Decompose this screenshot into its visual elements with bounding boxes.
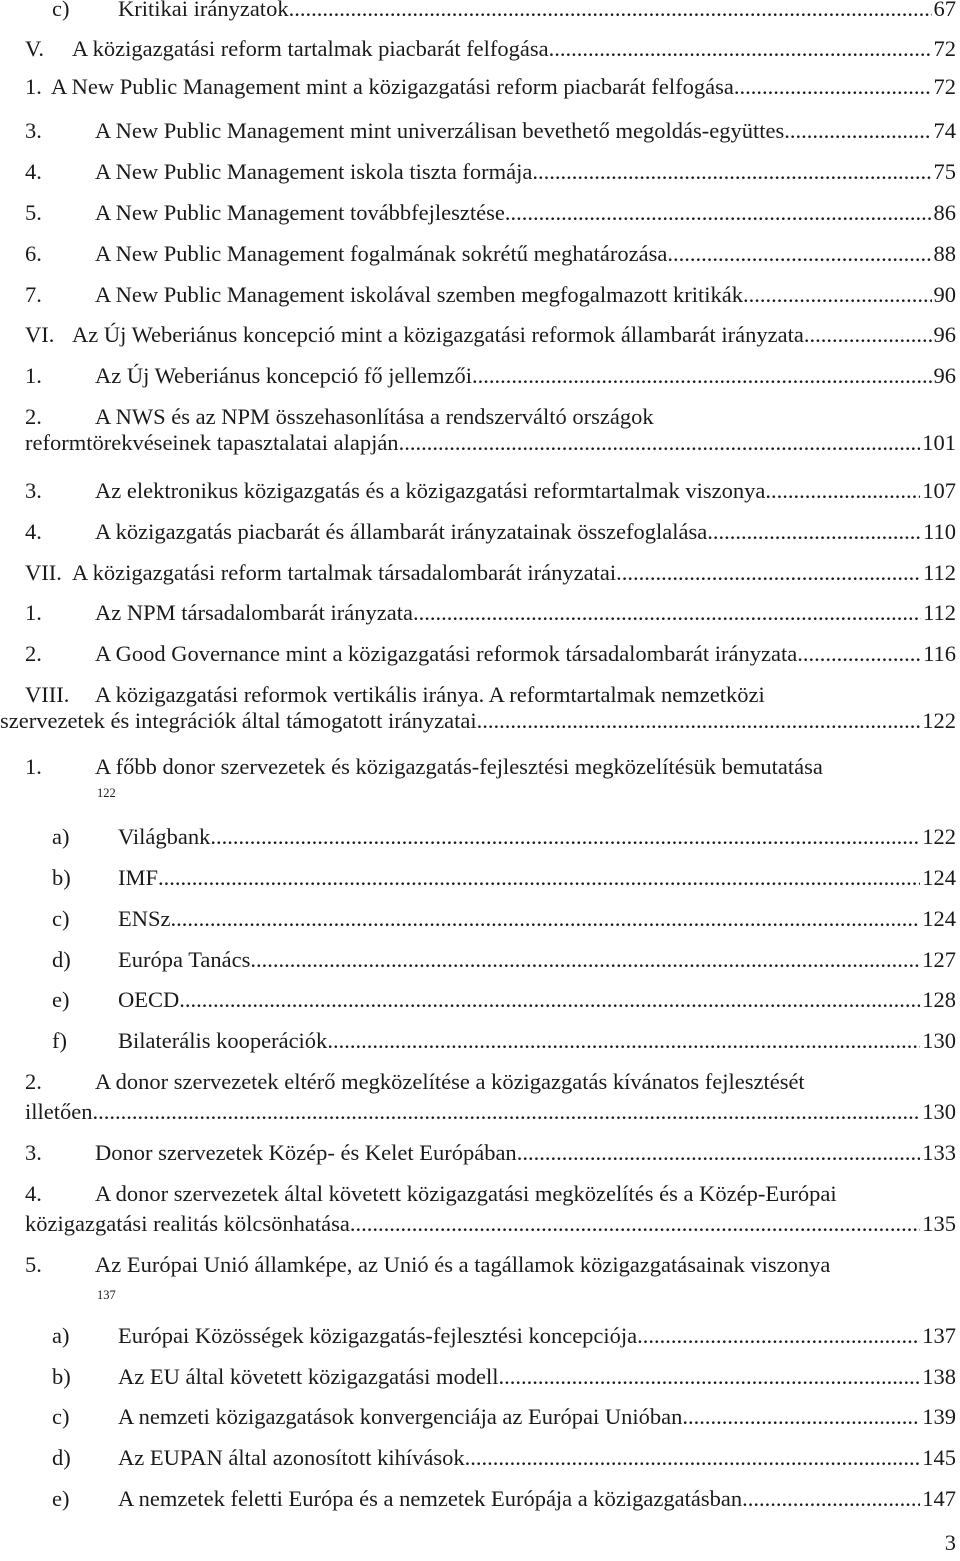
toc-entry-title: ENSz [118,906,171,931]
toc-entry-number: 3. [25,118,42,143]
dot-leader [171,904,921,934]
toc-entry-page: 101 [922,430,956,455]
toc-entry-title: Kritikai irányzatok [118,0,289,21]
toc-entry[interactable] [0,517,960,557]
toc-entry-number: 4. [25,1181,42,1206]
toc-entry-title: Világbank [118,824,211,849]
dot-leader [179,985,920,1015]
toc-entry[interactable] [0,1484,960,1524]
toc-entry-number: 1. [25,600,42,625]
toc-entry[interactable] [0,945,960,985]
toc-entry-page: 124 [922,865,956,890]
dot-leader [517,1138,921,1168]
dot-leader [743,280,932,310]
dot-leader [210,822,920,852]
dot-leader [549,34,932,64]
toc-entry-number: VIII. [25,682,70,707]
toc-entry-number: 1. [25,363,42,388]
toc-entry-page: 138 [922,1364,956,1389]
toc-entry-page: 74 [933,118,956,143]
toc-entry[interactable] [0,1250,960,1302]
toc-entry-page: 116 [923,641,956,666]
toc-entry-title: A New Public Management iskola tiszta formája [95,159,533,184]
toc-entry-number: f) [52,1028,67,1053]
toc-entry-title: A közigazgatási reformok vertikális iránya. A reformtartalmak nemzetközi [95,682,765,707]
toc-entry-number: VII. [25,560,62,585]
toc-entry-title: IMF [118,865,159,890]
dot-leader [765,476,920,506]
toc-entry-number: b) [52,865,71,890]
toc-entry[interactable] [0,1362,960,1402]
toc-entry-title-continuation: illetően [25,1099,93,1124]
toc-entry-number: c) [52,1404,70,1429]
toc-entry-title: A közigazgatási reform tartalmak piacbarát felfogása [72,36,549,61]
toc-entry-title: A közigazgatás piacbarát és állambarát irányzatainak összefoglalása [95,519,708,544]
toc-entry-title: Az Európai Unió államképe, az Unió és a tagállamok közigazgatásainak viszonya [95,1252,831,1277]
toc-entry-number: VI. [25,322,55,347]
dot-leader [472,361,931,391]
toc-entry-page: 96 [933,322,956,347]
toc-entry-title: A Good Governance mint a közigazgatási reformok társadalombarát irányzata. [95,641,803,666]
toc-entry[interactable] [0,1321,960,1361]
toc-entry[interactable] [0,1026,960,1066]
toc-entry[interactable] [0,1067,960,1124]
dot-leader [499,1362,921,1392]
toc-entry-title: Az Új Weberiánus koncepció fő jellemzői [95,363,473,388]
toc-entry-number: 7. [25,282,42,307]
toc-entry[interactable] [0,198,960,238]
toc-entry[interactable] [0,1179,960,1236]
toc-entry-number: 2. [25,1069,42,1094]
toc-entry[interactable] [0,639,960,679]
toc-entry-number: d) [52,1445,71,1470]
dot-leader [784,116,931,146]
toc-entry-page: 72 [933,36,956,61]
toc-entry-title: Az EU által követett közigazgatási modell [118,1364,499,1389]
toc-entry-page: 130 [922,1099,956,1124]
toc-entry-number: e) [52,1486,70,1511]
toc-entry[interactable] [0,985,960,1025]
toc-entry[interactable] [0,361,960,401]
toc-entry[interactable] [0,904,960,944]
toc-entry-title-continuation: reformtörekvéseinek tapasztalatai alapján [25,430,399,455]
toc-entry-title-continuation: szervezetek és integrációk által támogatott irányzatai [0,708,477,733]
dot-leader [158,863,920,893]
toc-entry-title: A New Public Management mint a közigazgatási reform piacbarát felfogása [51,74,734,99]
toc-entry-title: A New Public Management iskolával szemben megfogalmazott kritikák [95,282,743,307]
toc-entry-number: 4. [25,159,42,184]
toc-entry-number: 3. [25,1140,42,1165]
dot-leader [616,558,921,588]
toc-entry-title: Az elektronikus közigazgatás és a közigazgatási reformtartalmak viszonya [95,478,766,503]
toc-entry-number: a) [52,1323,70,1348]
toc-entry[interactable] [0,598,960,638]
toc-entry-page: 90 [933,282,956,307]
toc-entry-page: 133 [922,1140,956,1165]
toc-entry-number: d) [52,947,71,972]
toc-entry-title: Bilaterális kooperációk [118,1028,328,1053]
dot-leader [532,157,931,187]
toc-entry-title: Az NPM társadalombarát irányzata [95,600,413,625]
toc-entry-page: 88 [933,241,956,266]
toc-entry-title: A New Public Management mint univerzálisan bevethető megoldás-együttes [95,118,785,143]
toc-entry[interactable] [0,157,960,197]
toc-entry[interactable] [0,1402,960,1442]
toc-entry-number: 2. [25,404,42,429]
toc-entry-title: Európa Tanács [118,947,251,972]
toc-entry-title: A New Public Management fogalmának sokrétű meghatározása [95,241,668,266]
toc-entry[interactable] [0,320,960,360]
toc-entry-title: Donor szervezetek Közép- és Kelet Európában [95,1140,517,1165]
toc-entry-page: 127 [922,947,956,972]
dot-leader [92,1097,920,1127]
toc-entry[interactable] [0,239,960,279]
dot-leader [742,1484,920,1514]
toc-entry[interactable] [0,34,960,74]
dot-leader [477,706,921,736]
toc-entry[interactable] [0,1138,960,1178]
toc-entry-title: Az EUPAN által azonosított kihívások [118,1445,465,1470]
toc-entry-title: A New Public Management továbbfejlesztése [95,200,505,225]
toc-entry-number: a) [52,824,70,849]
toc-entry-page: 137 [97,1288,116,1302]
toc-entry-page: 72 [933,74,956,99]
toc-entry-number: 5. [25,1252,42,1277]
toc-entry-page: 122 [922,708,956,733]
dot-leader [804,320,932,350]
dot-leader [465,1443,921,1473]
toc-entry-page: 107 [922,478,956,503]
toc-entry-page: 96 [933,363,956,388]
dot-leader [413,598,921,628]
toc-entry-title: A donor szervezetek által követett közigazgatási megközelítés és a Közép-Európai [95,1181,837,1206]
toc-entry-title: A főbb donor szervezetek és közigazgatás-fejlesztési megközelítésük bemutatása [95,754,823,779]
toc-entry[interactable] [0,402,960,455]
toc-entry-title: A nemzeti közigazgatások konvergenciája az Európai Unióban [118,1404,683,1429]
dot-leader [803,639,921,669]
toc-entry[interactable] [0,752,960,800]
toc-entry-number: c) [52,906,70,931]
toc-entry[interactable] [0,680,960,733]
toc-entry-page: 67 [933,0,956,21]
toc-entry-number: V. [25,36,44,61]
dot-leader [682,1402,920,1432]
dot-leader [250,945,920,975]
toc-entry[interactable] [0,822,960,862]
toc-entry-page: 130 [922,1028,956,1053]
dot-leader [707,517,921,547]
toc-entry-number: 4. [25,519,42,544]
toc-entry-number: 6. [25,241,42,266]
toc-entry-title: A közigazgatási reform tartalmak társadalombarát irányzatai [72,560,617,585]
toc-entry-number: b) [52,1364,71,1389]
toc-entry[interactable] [0,280,960,320]
page-number: 3 [944,1530,956,1555]
toc-entry-page: 110 [923,519,956,544]
toc-entry-page: 122 [97,786,116,800]
dot-leader [505,198,932,228]
toc-entry[interactable] [0,116,960,156]
toc-entry[interactable] [0,558,960,598]
toc-entry-number: 3. [25,478,42,503]
toc-entry[interactable] [0,0,960,34]
toc-entry[interactable] [0,476,960,516]
toc-entry-page: 112 [923,560,956,585]
toc-entry-page: 122 [922,824,956,849]
toc-entry-title: A NWS és az NPM összehasonlítása a rendszerváltó országok [95,404,654,429]
toc-entry-page: 124 [922,906,956,931]
toc-entry-title: A nemzetek feletti Európa és a nemzetek Európája a közigazgatásban [118,1486,743,1511]
toc-entry-page: 75 [933,159,956,184]
dot-leader [667,239,931,269]
toc-entry-number: 1. [25,74,42,99]
toc-entry-page: 145 [922,1445,956,1470]
toc-entry-title: Az Új Weberiánus koncepció mint a közigazgatási reformok állambarát irányzata [72,322,804,347]
toc-entry-page: 137 [922,1323,956,1348]
toc-entry-number: 5. [25,200,42,225]
toc-entry-page: 86 [933,200,956,225]
toc-entry-page: 147 [922,1486,956,1511]
toc-entry-title: Európai Közösségek közigazgatás-fejlesztési koncepciója [118,1323,638,1348]
toc-entry-number: 1. [25,754,42,779]
dot-leader [637,1321,920,1351]
toc-entry[interactable] [0,1443,960,1483]
toc-entry-page: 135 [922,1211,956,1236]
toc-entry-number: c) [52,0,70,21]
toc-entry-page: 112 [923,600,956,625]
toc-entry-title: A donor szervezetek eltérő megközelítése a közigazgatás kívánatos fejlesztését [95,1069,805,1094]
dot-leader [289,0,932,24]
toc-entry-number: e) [52,987,70,1012]
toc-entry-title-continuation: közigazgatási realitás kölcsönhatása [25,1211,350,1236]
toc-entry-page: 139 [922,1404,956,1429]
toc-entry-page: 128 [922,987,956,1012]
dot-leader [734,72,932,102]
dot-leader [327,1026,920,1056]
toc-entry[interactable] [0,863,960,903]
toc-entry-number: 2. [25,641,42,666]
toc-entry[interactable] [0,72,960,112]
dot-leader [350,1209,920,1239]
dot-leader [399,428,921,458]
toc-entry-title: OECD [118,987,180,1012]
